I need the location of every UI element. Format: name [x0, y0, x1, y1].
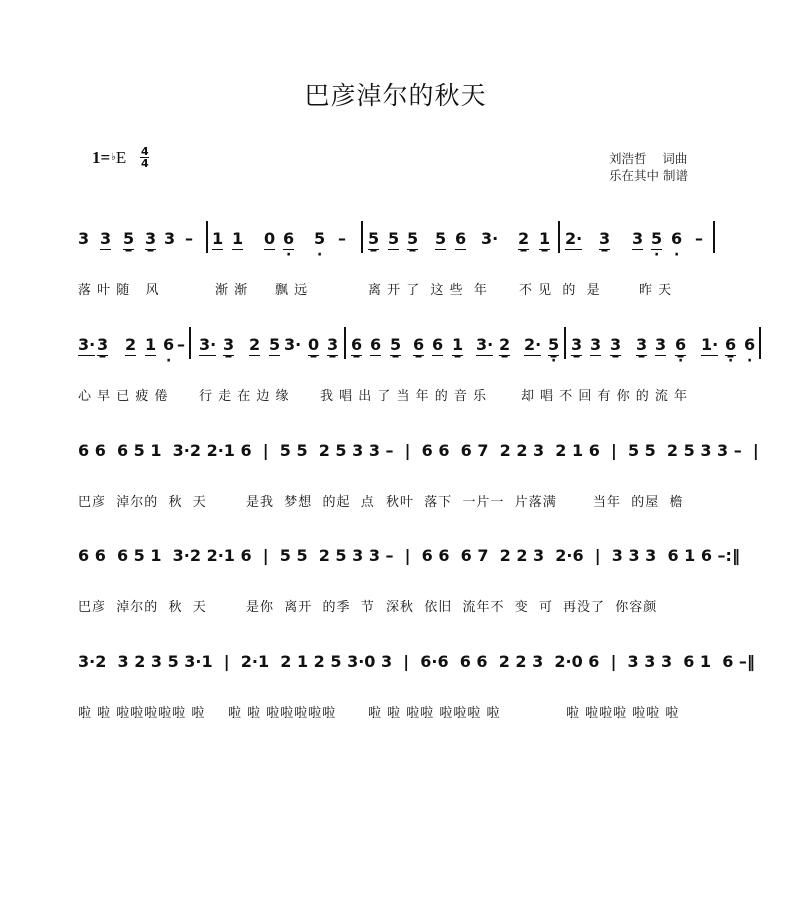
note: 6 [413, 335, 425, 354]
note: 3 [145, 229, 157, 248]
note: 3 [590, 335, 602, 354]
note: 6 [432, 335, 444, 354]
lyric-phrase: 巴彦 淖尔的 秋 天 [78, 495, 207, 510]
notation-line: 6 6 6 5 1 3·2 2·1 6 | 5 5 2 5 3 3 – | 6 6 6 7 2 2 3 2·6 | 3 3 3 6 1 6 –:‖ [78, 546, 740, 565]
note: 5 [407, 229, 419, 248]
lyric-phrase: 昨 天 [639, 283, 673, 298]
note: 3 [164, 229, 176, 248]
lower-octave-dot: · [551, 353, 557, 369]
note: 5 [368, 229, 380, 248]
lyric-phrase: 离 开 了 这 些 年 [368, 283, 488, 298]
note: 3· [476, 335, 494, 354]
note: 2 [249, 335, 261, 354]
lyric-phrase: 飘 远 [275, 283, 309, 298]
lyric-phrase: 是你 离开 的季 节 [246, 600, 375, 615]
bar-line [713, 221, 715, 253]
note: – [177, 335, 185, 354]
bar-line [564, 327, 566, 359]
notation-line [78, 335, 756, 369]
note: 6 [370, 335, 382, 354]
lyric-phrase: 巴彦 淖尔的 秋 天 [78, 600, 207, 615]
lower-octave-dot: · [747, 353, 753, 369]
note: 1· [701, 335, 719, 354]
note: 5 [390, 335, 402, 354]
note: 3 [610, 335, 622, 354]
note: 6 · [671, 229, 683, 263]
lyric-phrase: 我 唱 出 了 当 年 的 音 乐 [320, 389, 488, 404]
note: 6 · [163, 335, 175, 369]
note: 3 [100, 229, 112, 248]
key-one: 1= [92, 147, 111, 167]
flat-icon: ♭ [111, 152, 116, 163]
note: 2 [499, 335, 511, 354]
note: 3 [636, 335, 648, 354]
key-signature [92, 146, 149, 169]
note: 5 [435, 229, 447, 248]
note: 1 [452, 335, 464, 354]
note: 6 · [725, 335, 737, 369]
note: 3 [78, 229, 90, 248]
note: 3 [571, 335, 583, 354]
time-bottom: 4 [140, 157, 149, 170]
bar-line [189, 327, 191, 359]
lower-octave-dot: · [728, 353, 734, 369]
note: 3· [199, 335, 217, 354]
note: 2 [125, 335, 137, 354]
note: 3 [655, 335, 667, 354]
bar-line [206, 221, 208, 253]
lyric-phrase: 秋叶 落下 一片一 片落满 [386, 495, 557, 510]
note: 5 [123, 229, 135, 248]
note: 5 [388, 229, 400, 248]
lyric-phrase: 啦 啦 啦啦 啦啦啦 啦 [368, 706, 501, 721]
bar-line [558, 221, 560, 253]
lyrics-line [78, 702, 718, 792]
lower-octave-dot: · [317, 247, 323, 263]
note: 1 [212, 229, 224, 248]
notation-line: 3·2 3 2 3 5 3·1 | 2·1 2 1 2 5 3·0 3 | 6·6 6 6 2 2 3 2·0 6 | 3 3 3 6 1 6 –‖ [78, 652, 755, 671]
note: 5 · [314, 229, 326, 263]
note: 6 · [675, 335, 687, 369]
lower-octave-dot: · [674, 247, 680, 263]
note: – [338, 229, 346, 248]
lyric-phrase: 不 见 的 是 [519, 283, 601, 298]
note: 2· [565, 229, 583, 248]
lyric-phrase: 啦 啦 啦啦啦啦啦 啦 [78, 706, 206, 721]
key-name: E [115, 147, 127, 167]
note: 3 [223, 335, 235, 354]
note: 3 [327, 335, 339, 354]
bar-line [361, 221, 363, 253]
note: 0 [264, 229, 276, 248]
time-top: 4 [140, 145, 149, 158]
lyric-phrase: 是我 梦想 的起 点 [246, 495, 375, 510]
notation-line [78, 229, 718, 263]
note: 3 [599, 229, 611, 248]
lower-octave-dot: · [654, 247, 660, 263]
lower-octave-dot: · [166, 353, 172, 369]
note: 5 · [548, 335, 560, 369]
note: 3· [78, 335, 96, 354]
note: 1 [539, 229, 551, 248]
credit-lyrics-music: 刘浩哲 词曲 [609, 151, 688, 166]
note: 2 [518, 229, 530, 248]
lyric-phrase: 啦 啦 啦啦啦啦啦 [228, 706, 337, 721]
lyric-phrase: 啦 啦啦啦 啦啦 啦 [566, 706, 680, 721]
note: – [185, 229, 193, 248]
lyric-phrase: 落 叶 随 风 [78, 283, 160, 298]
note: 6 · [283, 229, 295, 263]
lyric-phrase: 再没了 你容颜 [563, 600, 658, 615]
note: 2· [524, 335, 542, 354]
note: 3· [284, 335, 302, 354]
note: 6 [351, 335, 363, 354]
lyric-phrase: 心 早 已 疲 倦 [78, 389, 169, 404]
lower-octave-dot: · [678, 353, 684, 369]
page-title: 巴彦淖尔的秋天 [304, 81, 487, 110]
note: 5 [269, 335, 281, 354]
time-signature [140, 146, 149, 169]
note: 3· [481, 229, 499, 248]
bar-line [344, 327, 346, 359]
note: 5 · [651, 229, 663, 263]
lyric-phrase: 渐 渐 [215, 283, 249, 298]
lyric-phrase: 却 唱 不 回 有 你 的 流 年 [521, 389, 689, 404]
note: – [695, 229, 703, 248]
notation-line: 6 6 6 5 1 3·2 2·1 6 | 5 5 2 5 3 3 – | 6 6 6 7 2 2 3 2 1 6 | 5 5 2 5 3 3 – | [78, 441, 759, 460]
note: 3 [632, 229, 644, 248]
credit-arranger: 乐在其中 制谱 [609, 168, 688, 183]
lyric-phrase: 深秋 依旧 流年不 变 可 [386, 600, 554, 615]
note: 1 [145, 335, 157, 354]
note: 6 [455, 229, 467, 248]
note: 1 [232, 229, 244, 248]
credits [609, 150, 688, 184]
lower-octave-dot: · [286, 247, 292, 263]
lyric-phrase: 行 走 在 边 缘 [199, 389, 290, 404]
lyric-phrase: 当年 的屋 檐 [593, 495, 684, 510]
note: 0 [308, 335, 320, 354]
note: 3 [97, 335, 109, 354]
bar-line [759, 327, 761, 359]
note: 6 · [744, 335, 756, 369]
